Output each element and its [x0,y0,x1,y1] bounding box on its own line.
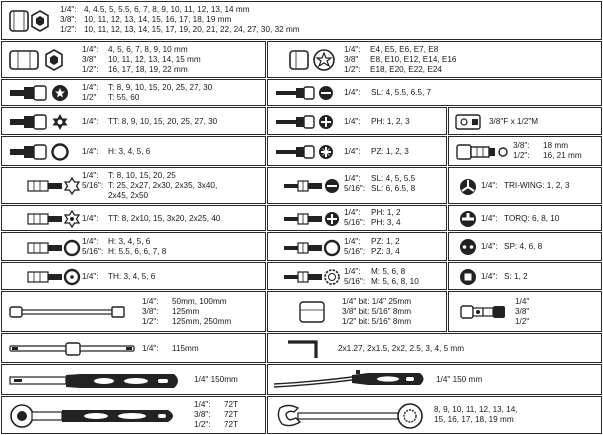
long-pozi-bit-icon [282,238,342,258]
size-list: SL: 4, 5, 5.5 [371,174,416,183]
size-list: TT: 8, 2x10, 15, 3x20, 2x25, 40 [108,214,221,223]
long-torx-bit-icon [26,176,82,196]
t-bar-icon [8,340,138,358]
drive-label: 1/4": [344,237,361,246]
phillips-bit-icon [274,112,334,132]
cell-pozi-bits [267,136,447,166]
cell-long-pozi-bits [267,232,447,261]
drive-label: 1/4": [344,174,361,183]
drive-label: 1/4": [194,400,211,409]
torx-bit-icon [8,83,72,103]
extension-bar-icon [8,304,128,320]
cell-etorx-sockets [267,41,602,78]
square-bit-icon [459,268,477,286]
drive-label: 1/2": [513,151,530,160]
long-hex-bit-icon [26,238,82,258]
drive-label: 1/4": [82,237,99,246]
cell-adapter [448,107,602,135]
size-list: S: 1, 2 [504,272,528,281]
cell-t-bar [1,333,266,363]
drive-label: 1/4": [142,297,159,306]
size-list: PZ: 1, 2, 3 [371,147,409,156]
size-list: SL: 6, 6.5, 8 [371,184,416,193]
bit-driver-icon [8,371,184,391]
teeth-count: 72T [224,400,239,409]
drive-label: 1/2": [142,317,159,326]
ratchet-icon [8,402,184,430]
cell-bit-sockets [267,291,447,332]
size-list: 15, 16, 17, 18, 19 mm [434,415,514,424]
drive-label: 5/16": [344,247,366,256]
size-list: 125mm [172,307,200,316]
size-list: 2x45, 2x50 [108,191,149,200]
size-list: E18, E20, E22, E24 [370,65,442,74]
drive-label: 1/4": [344,147,361,156]
cell-universal-joints [448,291,602,332]
torq-icon [459,210,477,228]
cell-hex-bits [1,136,266,166]
size-list: 8, 9, 10, 11, 12, 13, 14, [434,405,518,414]
size-list: T: 25, 2x27, 2x30, 2x35, 3x40, [108,181,218,190]
drive-label: 3/8" [515,307,530,316]
size-list: H: 3, 4, 5, 6 [108,147,151,156]
size-list: PH: 1, 2, 3 [371,117,410,126]
size-list: E8, E10, E12, E14, E16 [370,55,457,64]
drive-label: 5/16": [82,247,104,256]
tamper-hex-bit-icon [26,267,82,287]
size-list: 10, 11, 12, 13, 14, 15, 16, 17, 18, 19 mm [84,15,232,24]
size-list: PH: 1, 2 [371,208,401,217]
spline-bit-icon [282,267,342,287]
size-list: SL: 4, 5.5, 6.5, 7 [371,88,432,97]
long-tamper-torx-bit-icon [26,209,82,229]
cell-long-hex-bits [1,232,266,261]
size-list: PZ: 3, 4 [371,247,400,256]
drive-label: 1/4": [82,147,99,156]
adapter-size: 3/8"F x 1/2"M [489,117,539,126]
drive-label: 1/2": [344,65,361,74]
driver-spec: 1/4" 150mm [194,375,238,384]
teeth-count: 72T [224,410,239,419]
drive-label: 1/4": [82,83,99,92]
cell-square-bits [448,262,602,290]
drive-label: 1/2" [515,317,530,326]
drive-label: 3/8": [60,15,77,24]
size-list: TORQ: 6, 8, 10 [504,214,560,223]
bit-holder-icon [455,142,511,162]
cell-slotted-bits [267,79,602,106]
drive-label: 1/4": [344,88,361,97]
cell-flex-driver [267,364,602,395]
size-list: 4, 5, 6, 7, 8, 9, 10 mm [108,45,188,54]
size-list: SP: 4, 6, 8 [504,242,543,251]
drive-label: 3/8" [82,55,97,64]
drive-label: 3/8": [142,307,159,316]
drive-label: 1/4": [82,45,99,54]
drive-label: 3/8" [344,55,359,64]
drive-label: 1/4": [481,272,498,281]
drive-label: 1/4": [344,267,361,276]
combination-wrench-icon [276,402,426,430]
drive-label: 1/4": [82,171,99,180]
deep-socket-icon [8,46,70,74]
cell-bit-driver [1,364,266,395]
cell-tamper-torx-bits [1,107,266,135]
cell-hex-keys [267,333,602,363]
cell-spanner-bits [448,232,602,261]
size-list: 16, 21 mm [543,151,582,160]
size-list: T: 8, 9, 10, 15, 20, 25, 27, 30 [108,83,213,92]
size-list: 10, 11, 12, 13, 14, 15, 17, 19, 20, 21, 22, 24, 27, 30, 32 mm [84,25,300,34]
hex-key-icon [284,338,324,360]
drive-label: 1/4": [481,242,498,251]
size-list: H: 5.5, 6, 6, 7, 8 [108,247,167,256]
cell-torq-bits [448,205,602,231]
drive-label: 3/8": [513,141,530,150]
size-list: TT: 8, 9, 10, 15, 20, 25, 27, 30 [108,117,218,126]
cell-ratchets [1,396,266,434]
hex-bit-icon [8,142,72,162]
cell-phillips-bits [267,107,447,135]
drive-label: 1/4": [344,45,361,54]
cell-spline-bits [267,262,447,290]
size-list: H: 3, 4, 5, 6 [108,237,151,246]
driver-spec: 1/4" 150 mm [436,375,483,384]
size-list: 115mm [172,344,199,353]
bit-socket-spec: 1/2" bit: 5/16" 8mm [342,317,412,326]
bit-socket-icon [298,300,334,326]
short-socket-icon [8,7,52,35]
cell-long-torx-bits [1,167,266,204]
size-list: PH: 3, 4 [371,218,401,227]
long-slotted-bit-icon [282,176,342,196]
size-list: 50mm, 100mm [172,297,227,306]
cell-extensions [1,291,266,332]
long-phillips-bit-icon [282,209,342,229]
bit-socket-spec: 1/4" bit: 1/4" 25mm [342,297,412,306]
teeth-count: 72T [224,420,239,429]
cell-deep-sockets [1,41,266,78]
drive-label: 1/4": [82,272,99,281]
cell-long-phillips-bits [267,205,447,231]
cell-tamper-hex-bits [1,262,266,290]
drive-label: 1/2": [194,420,211,429]
etorx-socket-icon [288,46,338,74]
spanner-bit-icon [459,238,477,256]
drive-label: 5/16": [344,277,366,286]
drive-label: 5/16": [344,218,366,227]
drive-label: 1/4": [344,117,361,126]
size-list: T: 8, 10, 15, 20, 25 [108,171,176,180]
adapter-icon [455,113,483,131]
triwing-icon [459,178,477,196]
size-list: 2x1.27, 2x1.5, 2x2, 2.5, 3, 4, 5 mm [338,344,465,353]
drive-label: 5/16": [82,181,104,190]
size-list: 18 mm [543,141,569,150]
drive-label: 1/4": [142,344,159,353]
size-list: 10, 11, 12, 13, 14, 15 mm [108,55,201,64]
slotted-bit-icon [274,83,334,103]
tamper-torx-bit-icon [8,112,72,132]
cell-torx-bits [1,79,266,106]
size-list: PZ: 1, 2 [371,237,400,246]
size-list: 125mm, 250mm [172,317,232,326]
cell-long-slotted-bits [267,167,447,204]
drive-label: 1/2": [82,65,99,74]
pozi-bit-icon [274,142,334,162]
cell-long-tamper-torx-bits [1,205,266,231]
drive-label: 5/16": [344,184,366,193]
size-list: E4, E5, E6, E7, E8 [370,45,439,54]
cell-bit-holder [448,136,602,166]
size-list: 4, 4.5, 5, 5.5, 6, 7, 8, 9, 10, 11, 12, 13, 14 mm [84,5,250,14]
size-list: M: 5, 6, 8 [371,267,406,276]
universal-joint-icon [459,302,507,322]
cell-combination-wrenches [267,396,602,434]
drive-label: 1/4": [344,208,361,217]
drive-label: 1/4": [60,5,77,14]
size-list: M: 5, 6, 8, 10 [371,277,419,286]
drive-label: 1/4": [82,117,99,126]
drive-label: 1/2" [82,93,97,102]
cell-triwing-bits [448,167,602,204]
drive-label: 3/8": [194,410,211,419]
cell-short-sockets [1,1,602,40]
drive-label: 1/2": [60,25,77,34]
drive-label: 1/4" [515,297,530,306]
bit-socket-spec: 3/8" bit: 5/16" 8mm [342,307,412,316]
drive-label: 1/4": [481,214,498,223]
drive-label: 1/4": [481,181,498,190]
flex-driver-icon [272,369,428,391]
size-list: TRI-WING: 1, 2, 3 [504,181,570,190]
drive-label: 1/4": [82,214,99,223]
size-list: 16, 17, 18, 19, 22 mm [108,65,188,74]
size-list: TH: 3, 4, 5, 6 [108,272,156,281]
size-list: T: 55, 60 [108,93,140,102]
